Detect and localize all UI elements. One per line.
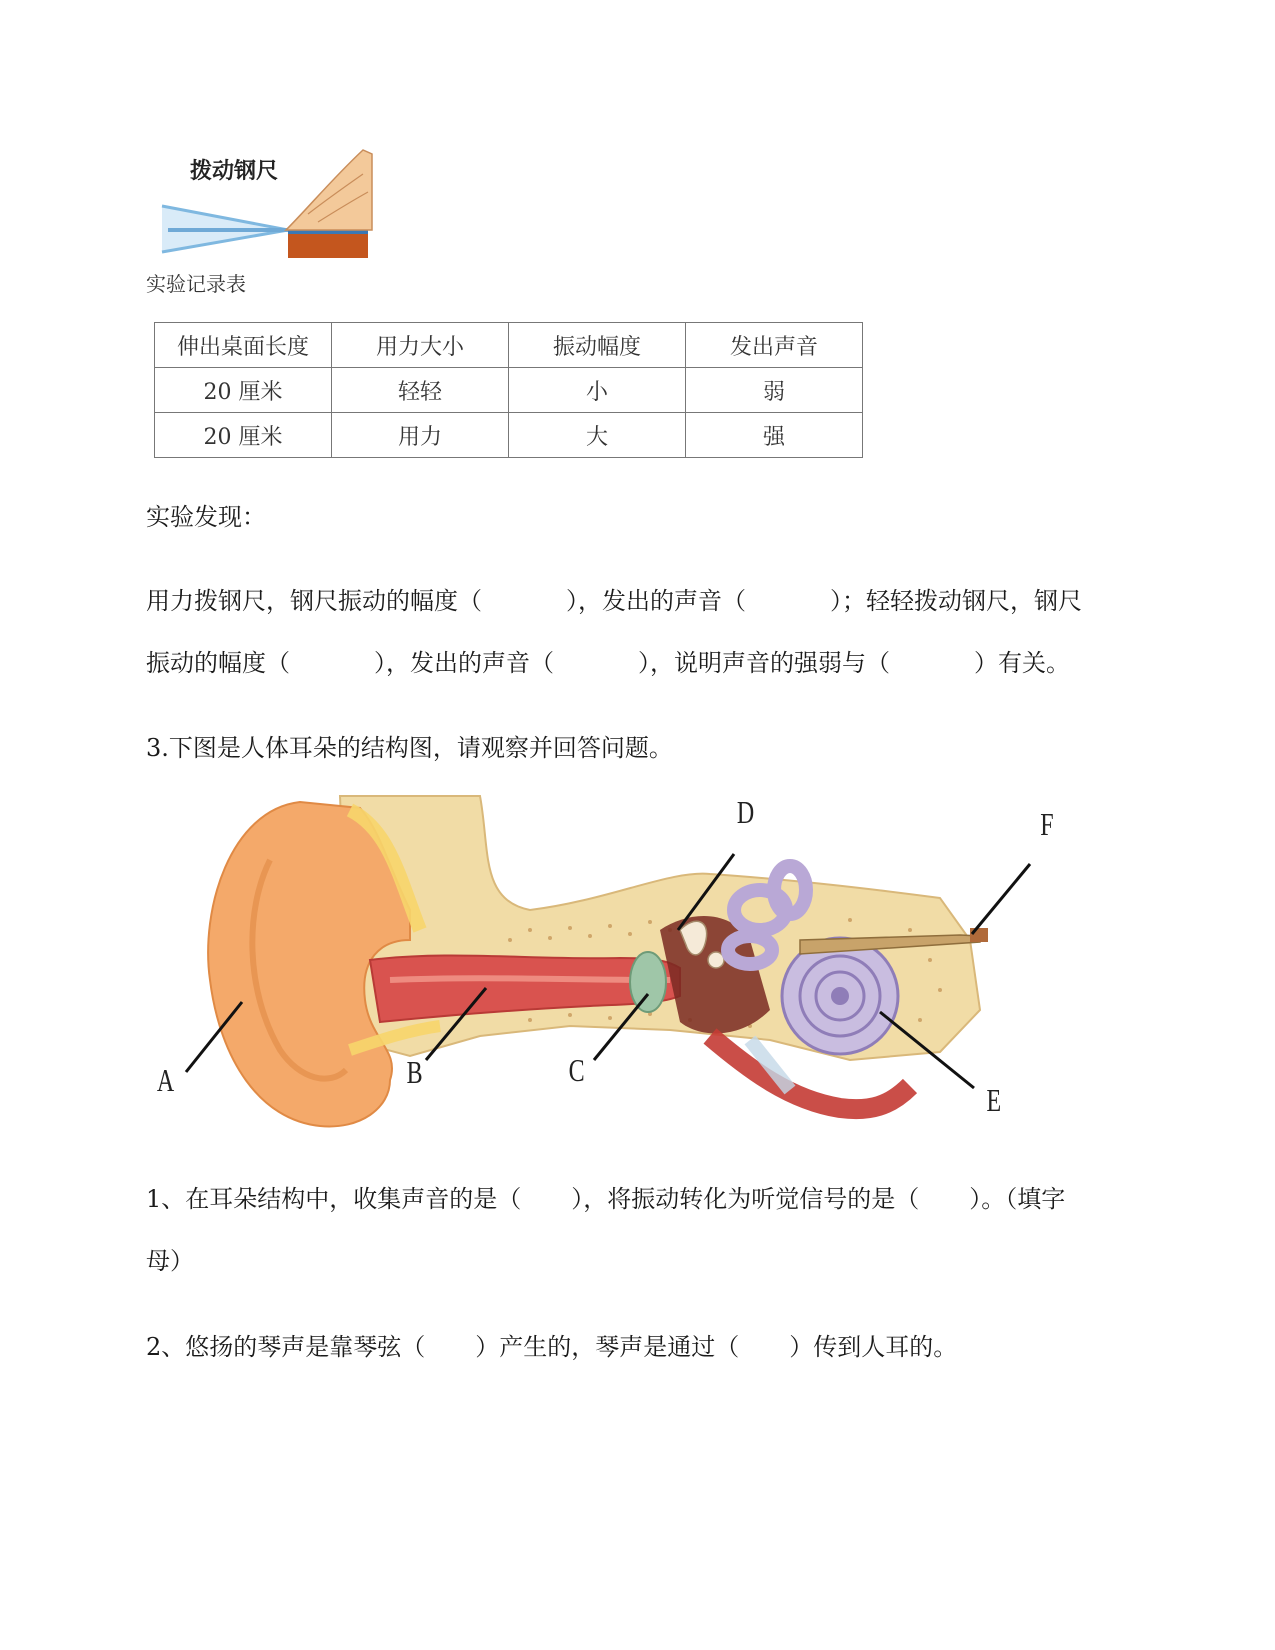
findings-line-2 <box>146 648 1070 678</box>
table-cell: 轻轻 <box>332 368 509 413</box>
header-cell: 用力大小 <box>332 323 509 368</box>
q2-part2: ）产生的，琴声是通过（ <box>475 1333 740 1361</box>
question3-sub1-line2: 母） <box>146 1247 194 1275</box>
findings-label: 实验发现： <box>146 503 266 531</box>
table-cell: 弱 <box>686 368 863 413</box>
findings-line1-part1: 用力拨钢尺，钢尺振动的幅度（ <box>146 587 482 615</box>
table-cell: 大 <box>509 413 686 458</box>
experiment-table <box>154 322 863 458</box>
table-block <box>288 232 368 258</box>
question3-sub1-line1 <box>146 1184 1065 1214</box>
table-cell: 用力 <box>332 413 509 458</box>
label-e: E <box>986 1082 1002 1118</box>
q1-part3: ）。（填字 <box>969 1185 1066 1213</box>
table-caption: 实验记录表 <box>146 272 246 296</box>
q2-part3: ）传到人耳的。 <box>789 1333 958 1361</box>
label-d: D <box>736 794 755 830</box>
q1-part1: 1、在耳朵结构中，收集声音的是（ <box>146 1185 522 1213</box>
table-cell: 小 <box>509 368 686 413</box>
q1-part2: ），将振动转化为听觉信号的是（ <box>571 1185 920 1213</box>
table-row <box>155 368 863 413</box>
header-cell: 振动幅度 <box>509 323 686 368</box>
label-a: A <box>156 1062 175 1098</box>
pointer-line-f <box>972 864 1030 934</box>
label-c: C <box>568 1052 585 1088</box>
header-cell: 发出声音 <box>686 323 863 368</box>
label-b: B <box>406 1054 423 1090</box>
findings-line1-part2: ），发出的声音（ <box>566 587 746 615</box>
ear-diagram <box>150 790 1090 1150</box>
q2-part1: 2、悠扬的琴声是靠琴弦（ <box>146 1333 426 1361</box>
findings-line2-part2: ），发出的声音（ <box>374 649 554 677</box>
findings-line1-part3: ）；轻轻拨动钢尺，钢尺 <box>830 587 1082 615</box>
ruler-figure <box>158 148 380 266</box>
question3-sub2 <box>146 1332 957 1362</box>
findings-line2-part3: ），说明声音的强弱与（ <box>638 649 890 677</box>
table-cell: 20 厘米 <box>155 413 332 458</box>
nerve-stub <box>970 928 988 942</box>
findings-line2-part4: ）有关。 <box>974 649 1070 677</box>
findings-line-1 <box>146 586 1082 616</box>
table-cell: 强 <box>686 413 863 458</box>
hand-shape <box>286 150 372 230</box>
table-cell: 20 厘米 <box>155 368 332 413</box>
figure-label: 拨动钢尺 <box>190 159 279 184</box>
eardrum <box>630 952 666 1012</box>
ear-illustration <box>150 790 1090 1150</box>
table-row <box>155 413 863 458</box>
label-f: F <box>1040 806 1054 842</box>
header-cell: 伸出桌面长度 <box>155 323 332 368</box>
findings-line2-part1: 振动的幅度（ <box>146 649 290 677</box>
table-header-row <box>155 323 863 368</box>
question3-title: 3.下图是人体耳朵的结构图，请观察并回答问题。 <box>146 734 673 762</box>
